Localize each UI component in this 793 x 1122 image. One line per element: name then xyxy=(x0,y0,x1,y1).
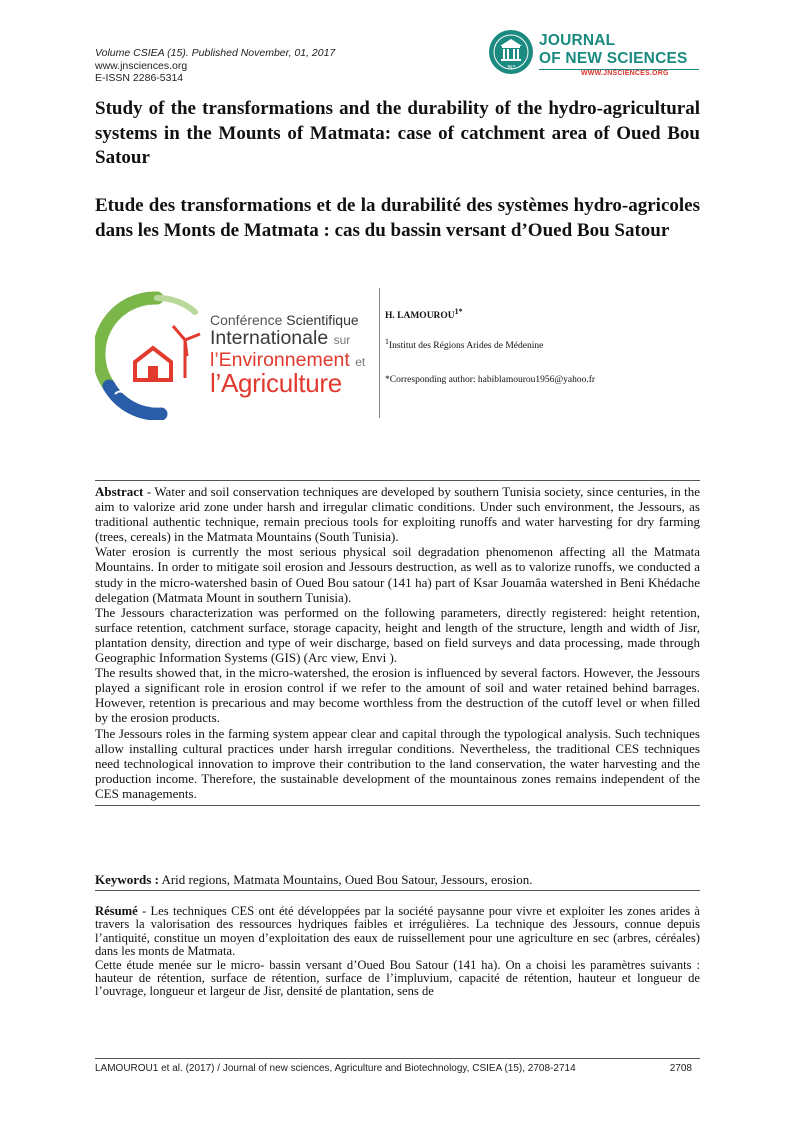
abstract-paragraph-2: Water erosion is currently the most serious physical soil degradation phenomenon affecting all the Matmata Mountains. In order to mitigate soil erosion and Jessours destruction, as well as to valorize runoffs, we conducted a study in the micro-watershed basin of Oued Bou satour (141 ha) part of Ksar Jouamâa watershed in Beni Khédache delegation (Matmata Mount in southern Tunisia). xyxy=(95,544,700,605)
affiliation-sup: 1 xyxy=(385,337,389,346)
journal-name xyxy=(539,32,688,68)
conf-word-internationale: Internationale xyxy=(210,327,329,349)
author-divider xyxy=(379,288,380,418)
conf-word-conference: Conférence xyxy=(210,312,283,328)
resume-label: Résumé xyxy=(95,904,138,918)
conf-word-sur: sur xyxy=(333,333,351,347)
corresponding-author: *Corresponding author: habiblamourou1956@yahoo.fr xyxy=(385,375,596,385)
journal-name-line2: OF NEW SCIENCES xyxy=(539,50,688,67)
keywords-label: Keywords : xyxy=(95,872,159,887)
website-line: www.jnsciences.org xyxy=(95,59,188,72)
conference-wordmark xyxy=(210,313,365,396)
title-french: Etude des transformations et de la durabilité des systèmes hydro-agricoles dans les Monts de Matmata : cas du bassin versant d’Oued Bou Satour xyxy=(95,195,700,241)
footer-citation: LAMOUROU1 et al. (2017) / Journal of new sciences, Agriculture and Biotechnology, CSIEA (15), 2708-2714 xyxy=(95,1063,576,1074)
conference-emblem-icon xyxy=(95,290,210,420)
abstract-paragraph-4: The results showed that, in the micro-watershed, the erosion is influenced by several factors. However, the Jessours played a significant role in erosion control if we refer to the amount of soil and water retained behind barrages. However, retention is precarious and may become worthless from the destruction of the cutoff level or when filled by the erosion products. xyxy=(95,665,700,726)
journal-logo xyxy=(487,28,702,88)
author-name xyxy=(385,307,463,321)
conference-logo xyxy=(95,290,375,420)
journal-name-line1: JOURNAL xyxy=(539,32,616,49)
conf-word-environnement: l’Environnement xyxy=(210,348,350,371)
journal-url: WWW.JNSCIENCES.ORG xyxy=(581,70,669,77)
header-meta xyxy=(95,47,335,85)
affiliation-text: Institut des Régions Arides de Médenine xyxy=(388,341,544,352)
resume-p1-text: - Les techniques CES ont été développées par la société paysanne pour vivre et exploiter les zones arides à travers la valorisation des ressources hydriques faibles et irrégulières. La technique des Jessours, connue depuis l’antiquité, constitue un moyen d’exploitation des eaux de ruissellement pour une agriculture en sec (arbres, céréales) dans les monts de Matmata. xyxy=(95,904,700,959)
page-footer xyxy=(95,1058,700,1074)
issn-line: E-ISSN 2286-5314 xyxy=(95,72,184,84)
conf-word-et: et xyxy=(355,354,366,369)
conf-word-agriculture: l’Agriculture xyxy=(210,368,342,398)
abstract-p1-text: - Water and soil conservation techniques are developed by southern Tunisia society, since centuries, in the aim to valorize arid zone under harsh and irregular climatic conditions. Under such environment, the Jessours, as traditional authentic technique, remain precious tools for exploiting runoffs and water harvesting for dry farming (trees, cereals) in the Matmata Mountains (South Tunisia). xyxy=(95,484,700,545)
conf-word-scientifique: Scientifique xyxy=(286,312,359,328)
resume-section xyxy=(95,905,700,999)
abstract-label: Abstract xyxy=(95,484,144,499)
resume-paragraph-1 xyxy=(95,905,700,959)
keywords-text: Arid regions, Matmata Mountains, Oued Bou Satour, Jessours, erosion. xyxy=(158,872,533,887)
abstract-paragraph-1 xyxy=(95,484,700,544)
abstract-paragraph-3: The Jessours characterization was performed on the following parameters, directly registered: height retention, surface retention, catchment surface, storage capacity, height and length of the structure, length and width of Jisr, plantation density, direction and type of weir discharge, based on field surveys and data processing, made through Geographic Information Systems (GIS) (Arc view, Envi ). xyxy=(95,604,700,666)
journal-seal-badge: JNS xyxy=(506,65,516,71)
page-number: 2708 xyxy=(669,1063,692,1074)
keywords-section xyxy=(95,872,700,891)
abstract-paragraph-5: The Jessours roles in the farming system appear clear and capital through the typological analysis. Such techniques allow installing cultural practices under harsh irregular conditions. Nevertheless, the traditional CES techniques need technological innovation to improve their contribution to the land conservation, the water harvesting and the production income. Therefore, the sustainable development of the mountainous zones remains independent of the CES managements. xyxy=(95,725,700,801)
abstract-section xyxy=(95,480,700,806)
author-sup: 1* xyxy=(454,307,463,316)
author-name-text: H. LAMOUROU xyxy=(385,311,455,322)
volume-line: Volume CSIEA (15). Published November, 01, 2017 xyxy=(95,47,336,59)
resume-paragraph-2: Cette étude menée sur le micro- bassin versant d’Oued Bou Satour (141 ha). On a choisi les paramètres suivants : hauteur de rétention, surface de rétention, surface de l’impluvium, capacité de rétention, hauteur et longueur de l’ouvrage, longueur et largeur de Jisr, densité de plantation, sens de xyxy=(95,957,700,999)
author-affiliation xyxy=(385,337,543,351)
title-english: Study of the transformations and the durability of the hydro-agricultural systems in the Mounts of Matmata: case of catchment area of Oued Bou Satour xyxy=(95,98,700,168)
journal-seal-icon xyxy=(487,28,535,76)
